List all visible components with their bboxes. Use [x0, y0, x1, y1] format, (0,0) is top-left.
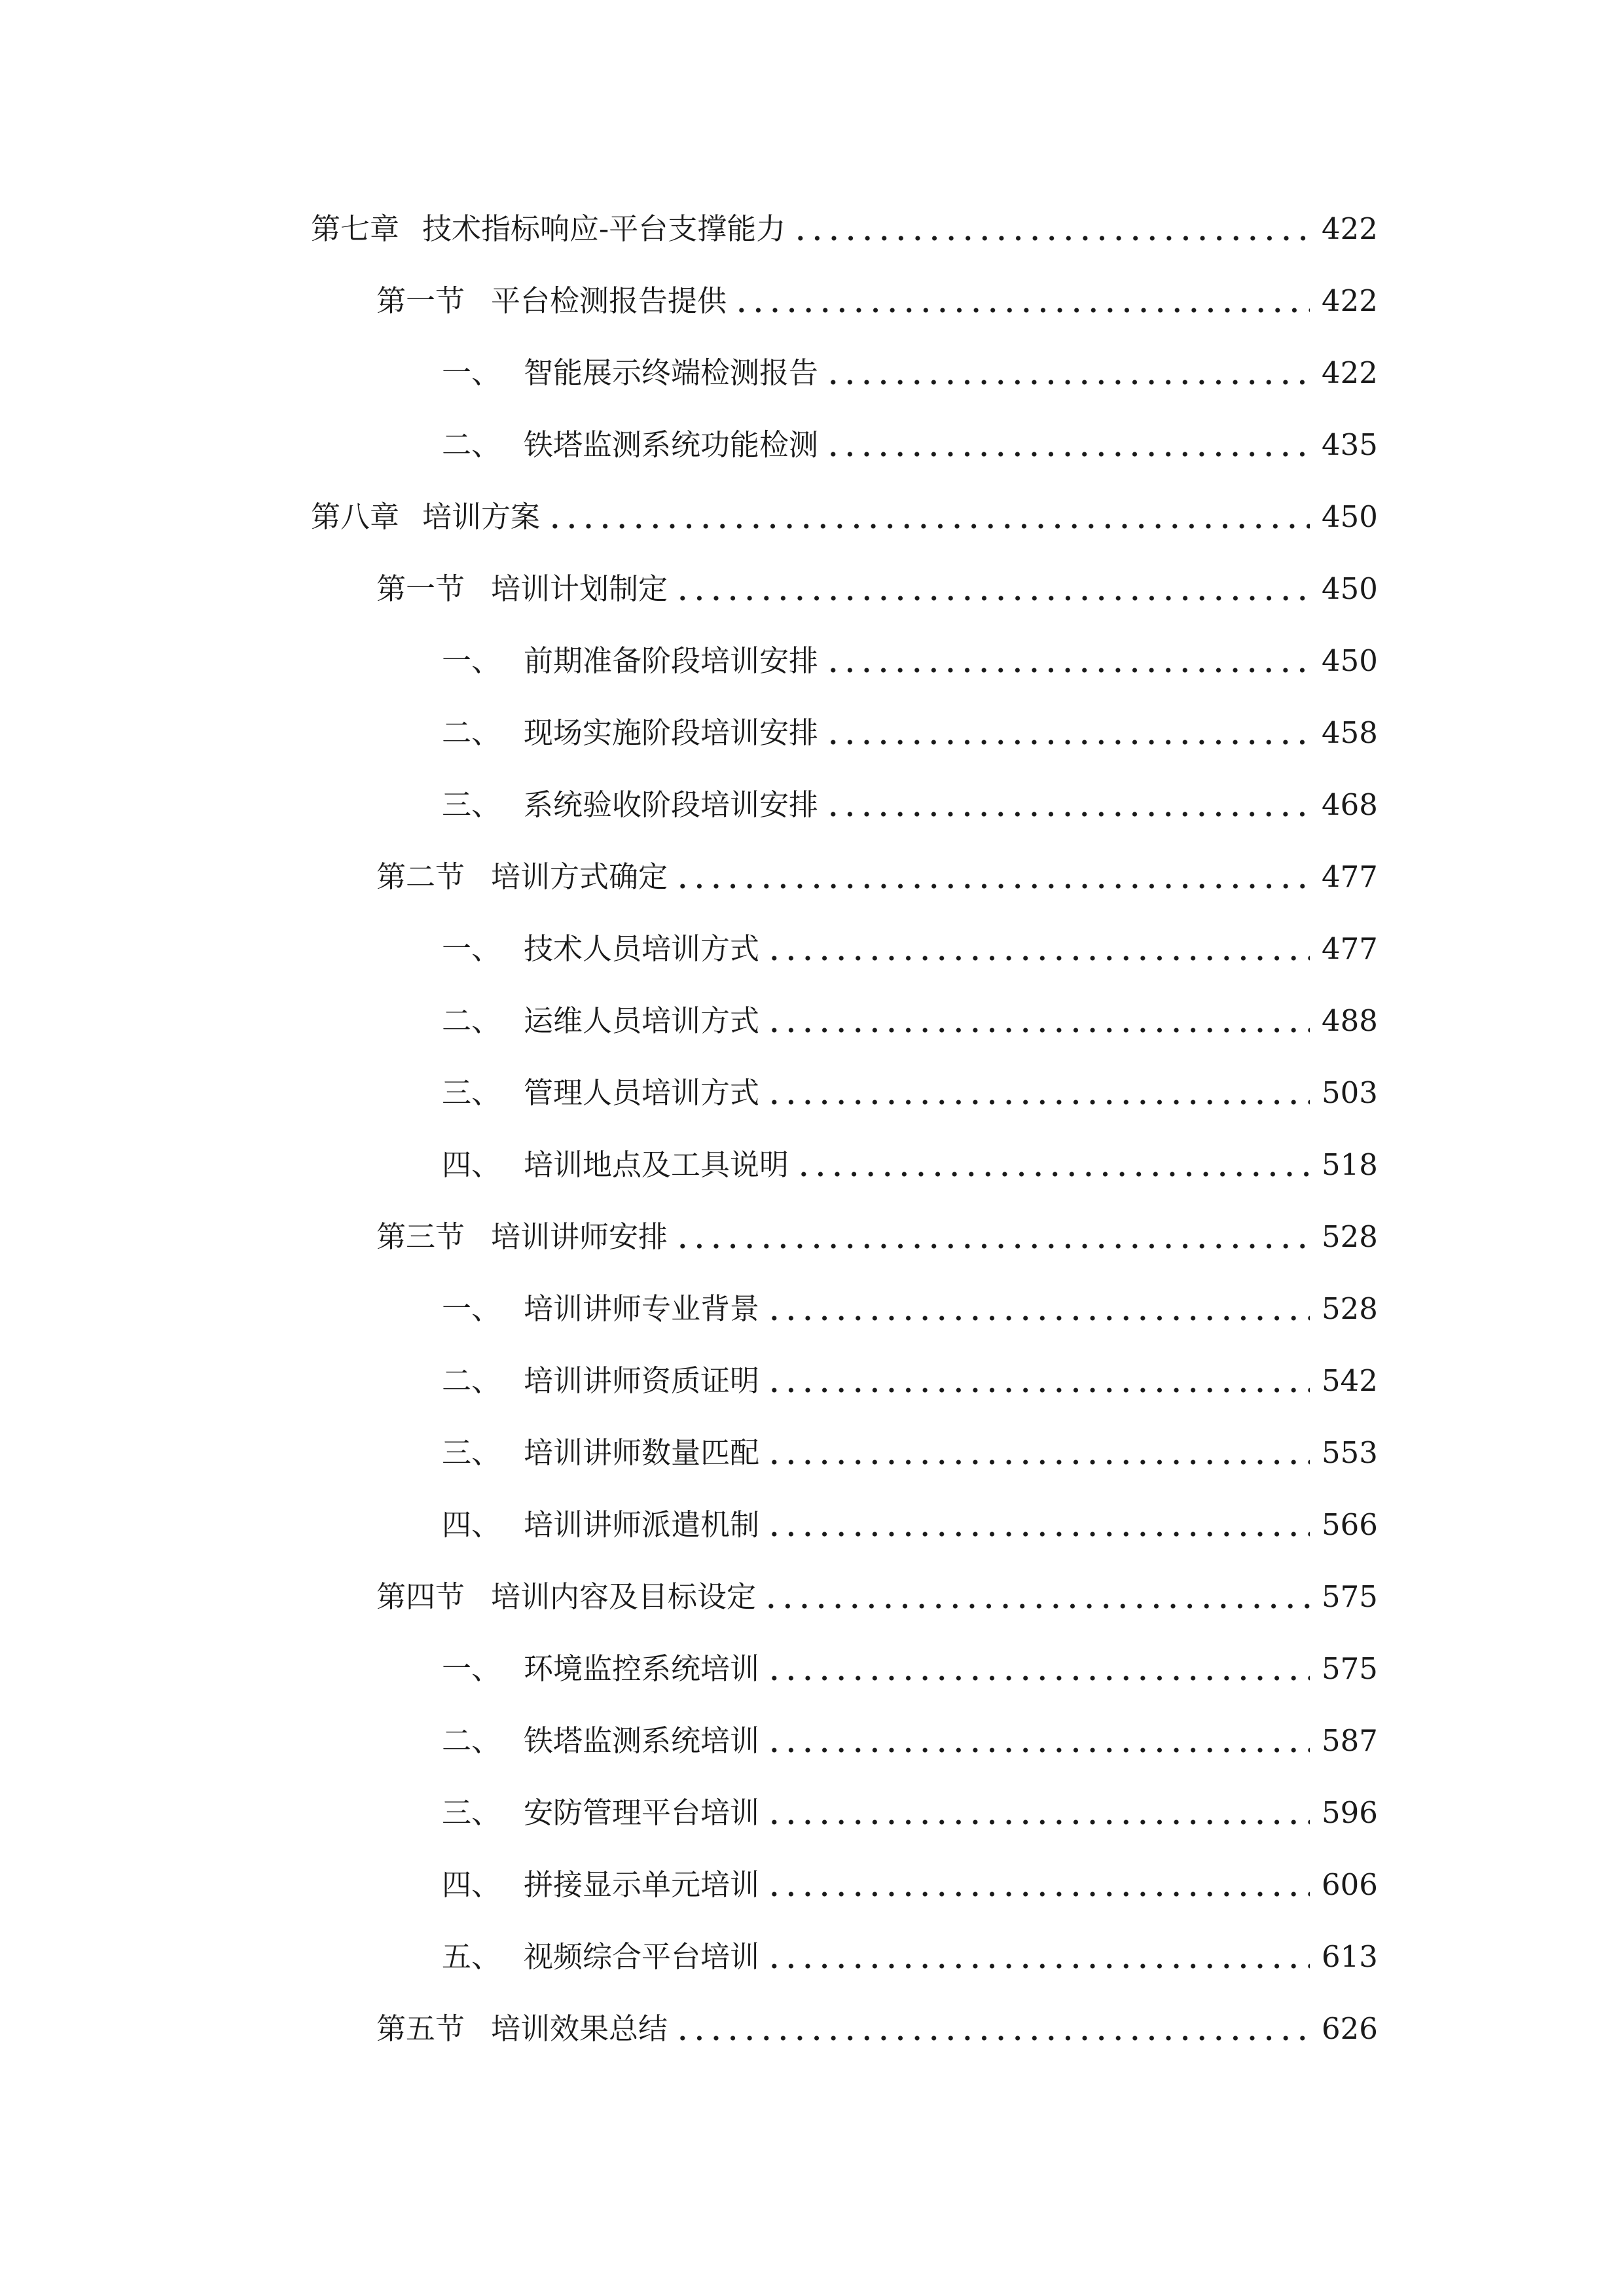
toc-entry-page: 575 [1322, 1579, 1378, 1614]
dot-leader [766, 1440, 1310, 1466]
toc-entry-number: 四、 [442, 1867, 501, 1902]
toc-entry-item[interactable] [442, 1132, 1378, 1185]
toc-entry-title: 铁塔监测系统功能检测 [524, 427, 819, 462]
toc-entry-title: 铁塔监测系统培训 [524, 1723, 760, 1758]
toc-entry-number: 第一节 [376, 571, 465, 606]
dot-leader [825, 648, 1310, 674]
dot-leader [766, 936, 1310, 962]
toc-entry-item[interactable] [442, 1276, 1378, 1329]
toc-entry-number: 二、 [442, 715, 501, 750]
toc-entry-page: 422 [1322, 283, 1378, 318]
toc-entry-section[interactable] [376, 844, 1378, 897]
toc-entry-title: 培训讲师数量匹配 [524, 1435, 760, 1470]
toc-entry-number: 第一节 [376, 283, 465, 318]
toc-entry-item[interactable] [442, 340, 1378, 393]
toc-entry-item[interactable] [442, 1420, 1378, 1473]
toc-entry-chapter-8[interactable] [311, 484, 1378, 537]
toc-entry-title: 现场实施阶段培训安排 [524, 715, 819, 750]
dot-leader [825, 720, 1310, 746]
dot-leader [766, 1728, 1310, 1754]
dot-leader [825, 432, 1310, 458]
toc-entry-item[interactable] [442, 1492, 1378, 1545]
toc-entry-number: 一、 [442, 643, 501, 678]
toc-entry-title: 培训讲师派遣机制 [524, 1507, 760, 1542]
toc-entry-page: 553 [1322, 1435, 1378, 1470]
toc-entry-item[interactable] [442, 1708, 1378, 1761]
toc-entry-page: 542 [1322, 1363, 1378, 1398]
toc-entry-title: 技术人员培训方式 [524, 931, 760, 966]
dot-leader [547, 504, 1310, 530]
toc-entry-chapter-7[interactable] [311, 196, 1378, 249]
dot-leader [766, 1872, 1310, 1898]
toc-entry-item[interactable] [442, 1924, 1378, 1977]
toc-entry-page: 566 [1322, 1507, 1378, 1542]
toc-entry-page: 613 [1322, 1939, 1378, 1974]
toc-entry-item[interactable] [442, 412, 1378, 465]
toc-entry-number: 四、 [442, 1147, 501, 1182]
toc-entry-section[interactable] [376, 556, 1378, 609]
toc-entry-page: 477 [1322, 859, 1378, 894]
toc-entry-number: 二、 [442, 1003, 501, 1038]
toc-entry-number: 一、 [442, 931, 501, 966]
toc-entry-title: 拼接显示单元培训 [524, 1867, 760, 1902]
toc-entry-section[interactable] [376, 268, 1378, 321]
toc-entry-number: 一、 [442, 1651, 501, 1686]
dot-leader [795, 1152, 1310, 1178]
toc-entry-page: 450 [1322, 499, 1378, 534]
toc-entry-title: 培训内容及目标设定 [491, 1579, 757, 1614]
toc-entry-item[interactable] [442, 916, 1378, 969]
toc-entry-page: 450 [1322, 643, 1378, 678]
toc-entry-number: 一、 [442, 1291, 501, 1326]
toc-entry-item[interactable] [442, 700, 1378, 753]
toc-entry-page: 606 [1322, 1867, 1378, 1902]
toc-entry-page: 575 [1322, 1651, 1378, 1686]
toc-entry-page: 488 [1322, 1003, 1378, 1038]
toc-entry-page: 435 [1322, 427, 1378, 462]
toc-entry-number: 一、 [442, 355, 501, 390]
toc-entry-section[interactable] [376, 1564, 1378, 1617]
dot-leader [733, 288, 1310, 314]
toc-entry-title: 培训讲师安排 [491, 1219, 668, 1254]
toc-entry-title: 技术指标响应-平台支撑能力 [422, 211, 786, 246]
toc-entry-page: 528 [1322, 1291, 1378, 1326]
toc-entry-number: 第五节 [376, 2011, 465, 2046]
toc-entry-page: 477 [1322, 931, 1378, 966]
toc-entry-section[interactable] [376, 1204, 1378, 1257]
toc-entry-title: 安防管理平台培训 [524, 1795, 760, 1830]
dot-leader [674, 864, 1310, 890]
toc-entry-title: 管理人员培训方式 [524, 1075, 760, 1110]
toc-entry-page: 503 [1322, 1075, 1378, 1110]
toc-entry-title: 智能展示终端检测报告 [524, 355, 819, 390]
toc-entry-number: 五、 [442, 1939, 501, 1974]
toc-entry-page: 596 [1322, 1795, 1378, 1830]
dot-leader [766, 1296, 1310, 1322]
dot-leader [825, 792, 1310, 818]
toc-entry-item[interactable] [442, 772, 1378, 825]
dot-leader [763, 1584, 1310, 1610]
toc-entry-title: 培训讲师资质证明 [524, 1363, 760, 1398]
toc-entry-number: 第七章 [311, 211, 400, 246]
toc-entry-title: 平台检测报告提供 [491, 283, 727, 318]
toc-entry-title: 系统验收阶段培训安排 [524, 787, 819, 822]
toc-entry-title: 培训计划制定 [491, 571, 668, 606]
dot-leader [674, 2016, 1310, 2042]
toc-entry-title: 环境监控系统培训 [524, 1651, 760, 1686]
toc-entry-number: 二、 [442, 1723, 501, 1758]
toc-entry-title: 培训方式确定 [491, 859, 668, 894]
toc-entry-number: 第四节 [376, 1579, 465, 1614]
toc-entry-item[interactable] [442, 988, 1378, 1041]
dot-leader [674, 576, 1310, 602]
toc-entry-item[interactable] [442, 1348, 1378, 1401]
dot-leader [766, 1080, 1310, 1106]
toc-entry-page: 422 [1322, 211, 1378, 246]
toc-entry-number: 三、 [442, 1435, 501, 1470]
toc-entry-number: 第二节 [376, 859, 465, 894]
toc-entry-number: 三、 [442, 1795, 501, 1830]
toc-entry-item[interactable] [442, 1060, 1378, 1113]
toc-entry-page: 528 [1322, 1219, 1378, 1254]
toc-entry-item[interactable] [442, 1780, 1378, 1833]
dot-leader [674, 1224, 1310, 1250]
toc-entry-title: 前期准备阶段培训安排 [524, 643, 819, 678]
toc-entry-item[interactable] [442, 628, 1378, 681]
dot-leader [766, 1512, 1310, 1538]
toc-entry-number: 三、 [442, 787, 501, 822]
toc-entry-number: 第三节 [376, 1219, 465, 1254]
toc-entry-page: 450 [1322, 571, 1378, 606]
toc-entry-number: 第八章 [311, 499, 400, 534]
toc-entry-title: 培训效果总结 [491, 2011, 668, 2046]
toc-entry-page: 422 [1322, 355, 1378, 390]
dot-leader [766, 1656, 1310, 1682]
toc-entry-item[interactable] [442, 1636, 1378, 1689]
toc-entry-title: 培训地点及工具说明 [524, 1147, 789, 1182]
dot-leader [766, 1944, 1310, 1970]
toc-entry-page: 518 [1322, 1147, 1378, 1182]
toc-entry-number: 四、 [442, 1507, 501, 1542]
toc-entry-number: 二、 [442, 1363, 501, 1398]
toc-entry-title: 培训讲师专业背景 [524, 1291, 760, 1326]
toc-entry-page: 468 [1322, 787, 1378, 822]
toc-entry-title: 运维人员培训方式 [524, 1003, 760, 1038]
toc-entry-page: 587 [1322, 1723, 1378, 1758]
dot-leader [766, 1008, 1310, 1034]
toc-entry-number: 三、 [442, 1075, 501, 1110]
toc-entry-title: 培训方案 [422, 499, 541, 534]
dot-leader [792, 216, 1310, 242]
toc-entry-title: 视频综合平台培训 [524, 1939, 760, 1974]
dot-leader [825, 360, 1310, 386]
toc-entry-number: 二、 [442, 427, 501, 462]
dot-leader [766, 1368, 1310, 1394]
toc-entry-page: 458 [1322, 715, 1378, 750]
toc-entry-page: 626 [1322, 2011, 1378, 2046]
toc-entry-section[interactable] [376, 1996, 1378, 2049]
toc-entry-item[interactable] [442, 1852, 1378, 1905]
dot-leader [766, 1800, 1310, 1826]
